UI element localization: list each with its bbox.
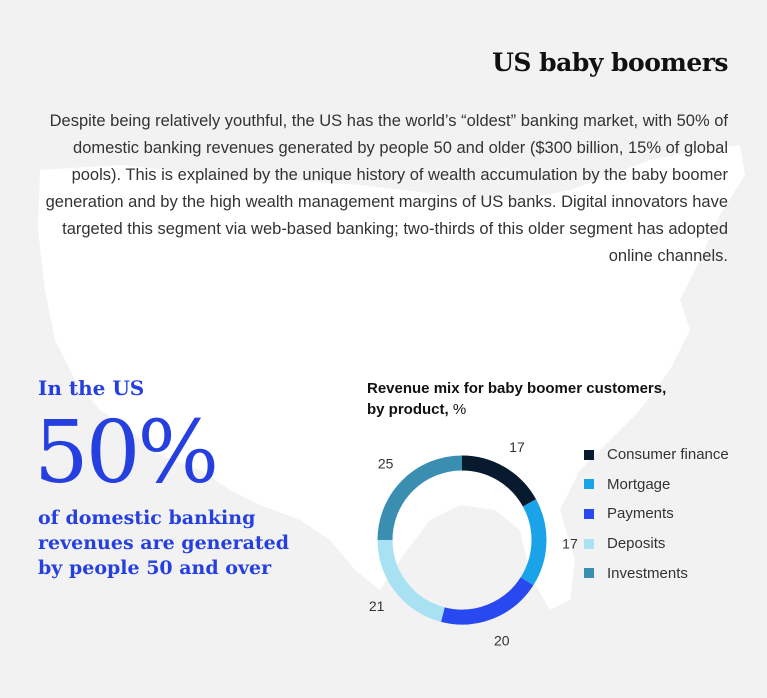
donut-slice-investments	[385, 463, 462, 540]
legend-item	[584, 470, 729, 500]
legend-label: Deposits	[607, 535, 666, 553]
legend-swatch	[584, 479, 594, 489]
legend-swatch	[584, 568, 594, 578]
legend-swatch	[584, 539, 594, 549]
chart-title-line1: Revenue mix for baby boomer customers,	[367, 380, 667, 397]
legend-label: Payments	[607, 505, 674, 523]
donut-data-label: 21	[368, 598, 385, 615]
donut-chart	[350, 430, 580, 660]
legend-item	[584, 499, 729, 529]
donut-slice-mortgage	[527, 503, 539, 581]
intro-paragraph: Despite being relatively youthful, the US has the world’s “oldest” banking market, with 50% of domestic banking revenues generated by people 50 and older ($300 billion, 15% of global pools). This is explained by the unique history of wealth accumulation by the baby boomer generation and by the high wealth management margins of US banks. Digital innovators have targeted this segment via web-based banking; two-thirds of this older segment has adopted online channels.	[45, 112, 728, 265]
donut-data-label: 25	[377, 455, 394, 472]
page-title: US baby boomers	[492, 48, 728, 77]
legend-item	[584, 558, 729, 588]
stat-kicker: In the US	[38, 376, 145, 400]
chart-title-unit: %	[452, 401, 467, 418]
legend-item	[584, 440, 729, 470]
chart-title	[367, 378, 697, 420]
donut-slice-payments	[443, 581, 527, 617]
legend-label: Mortgage	[607, 475, 671, 493]
chart-legend	[584, 440, 729, 588]
legend-label: Consumer finance	[607, 446, 729, 464]
legend-swatch	[584, 450, 594, 460]
stat-description: of domestic banking revenues are generated by people 50 and over	[38, 507, 290, 579]
donut-data-label: 17	[562, 535, 578, 552]
donut-slice-consumer-finance	[462, 463, 529, 503]
donut-data-label: 17	[509, 439, 525, 456]
chart-title-line2: by product,	[367, 401, 449, 418]
legend-item	[584, 529, 729, 559]
legend-swatch	[584, 509, 594, 519]
donut-slice-deposits	[385, 540, 443, 615]
donut-data-label: 20	[493, 632, 510, 649]
legend-label: Investments	[607, 564, 688, 582]
stat-value: 50%	[34, 403, 217, 503]
